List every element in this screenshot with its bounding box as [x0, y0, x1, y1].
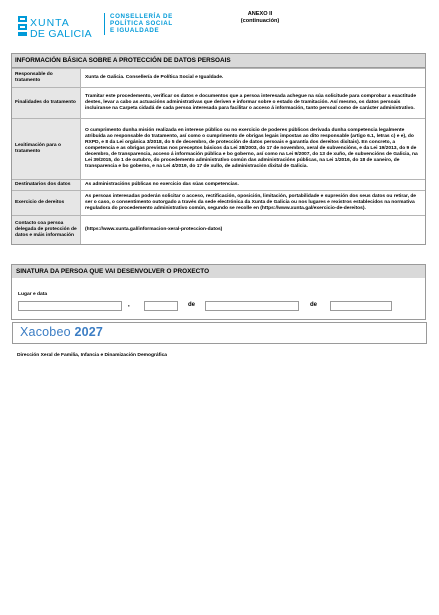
signature-title: SINATURA DA PERSOA QUE VAI DESENVOLVER O PROXECTO [12, 265, 425, 278]
document-header [18, 6, 423, 48]
month-field[interactable] [205, 301, 299, 311]
xacobeo-logo [20, 325, 103, 339]
table-title: INFORMACIÓN BÁSICA SOBRE A PROTECCIÓN DE DATOS PERSOAIS [12, 54, 425, 68]
data-protection-table [11, 53, 426, 245]
ministry-line: CONSELLERÍA DE [110, 13, 173, 20]
row-value: O cumprimento dunha misión realizada en interese público ou no exercicio de poderes públicos derivada dunha competencia legalmente atribuída ao responsable do tratamento, así como o cumprimento de obrigas legais impostas ao dito responsable (artigo 6.1, letras c) e e), do RXPD, e 8 da Lei orgánica 3/2018, do 5 de decembro, de protección de datos persoais e garantía dos dereitos dixitais). En concreto, a competencia e as obrigas previstas nos preceptos básicos da Lei 38/2003, do 17 de novembro, xeral de subvencións, e da Lei 19/2013, do 9 de decembro, de transparencia, acceso á información pública e bo goberno, así como na Lei 9/2007, do 13 de xuño, de subvencións de Galicia, na Lei 39/2015, do 1 de outubro, do procedemento administrativo común das administracións públicas, na Lei 1/2016, do 18 de xaneiro, de transparencia e bo goberno, e na Lei 4/2019, do 17 de xullo, de administración dixital de Galicia. [85, 128, 418, 169]
xunta-crest-icon [18, 16, 27, 36]
xacobeo-year: 2027 [74, 325, 104, 339]
row-label: Destinatarios dos datos [12, 180, 81, 190]
table-row [12, 215, 425, 244]
annex-heading: ANEXO II [247, 11, 273, 17]
row-value: As persoas interesadas poderán solicitar o acceso, rectificación, oposición, limitación, portabilidade e supresión dos seus datos ou retirar, de ser o caso, o consentimento outorgado a través da sede electrónica da Xunta de Galicia ou nos lugares e rexistros establecidos na normativa reguladora do procedemento administrativo común, segundo se recolle en (https://www.xunta.gal/exercicio-de-dereitos). [85, 194, 417, 211]
table-row [12, 118, 425, 179]
de-separator: de [310, 302, 318, 308]
table-row [12, 87, 425, 118]
logo-line2: DE GALICIA [30, 28, 92, 40]
ministry-line: E IGUALDADE [110, 27, 160, 35]
row-label: Responsable do tratamento [12, 69, 81, 87]
table-row [12, 68, 425, 87]
ministry-line: POLÍTICA SOCIAL [110, 20, 173, 28]
comma-separator: , [128, 302, 130, 308]
signature-section [11, 264, 426, 320]
row-value: Xunta de Galicia. Consellería de Política Social e Igualdade. [85, 75, 224, 80]
row-value: As administracións públicas no exercicio das súas competencias. [85, 182, 239, 187]
logo-line1: XUNTA [30, 17, 70, 29]
place-field[interactable] [18, 301, 122, 311]
department-name: Dirección Xeral de Familia, Infancia e Dinamización Demográfica [17, 353, 168, 358]
place-date-label: Lugar e data [18, 292, 48, 297]
xacobeo-banner [12, 322, 427, 344]
xacobeo-word: Xacobeo [20, 325, 71, 339]
ministry-name [104, 13, 210, 35]
annex-title [200, 11, 320, 25]
day-field[interactable] [144, 301, 178, 311]
year-field[interactable] [330, 301, 392, 311]
de-separator: de [188, 302, 196, 308]
row-label: Lexitimación para o tratamento [12, 119, 81, 179]
row-value: Tramitar este procedemento, verificar os datos e documentos que a persoa interesada achegue na súa solicitude para comprobar a exactitude destes, levar a cabo as actuacións administrativas que deriven e informar sobre o estado de tramitación. Así mesmo, os datos persoais incluiranse na Carpeta cidadá de cada persoa interesada para facilitar o acceso á información, tanto persoal como de carácter administrativo. [85, 94, 417, 111]
row-label: Contacto coa persoa delegada de protección de datos e máis información [12, 216, 81, 244]
row-label: Finalidades do tratamento [12, 88, 81, 118]
row-label: Exercicio de dereitos [12, 191, 81, 215]
xunta-logo [18, 12, 118, 42]
row-value[interactable]: (https://www.xunta.gal/informacion-xeral-proteccion-datos) [85, 227, 223, 232]
table-row [12, 179, 425, 190]
annex-subheading: (continuación) [240, 18, 280, 24]
table-row [12, 190, 425, 215]
